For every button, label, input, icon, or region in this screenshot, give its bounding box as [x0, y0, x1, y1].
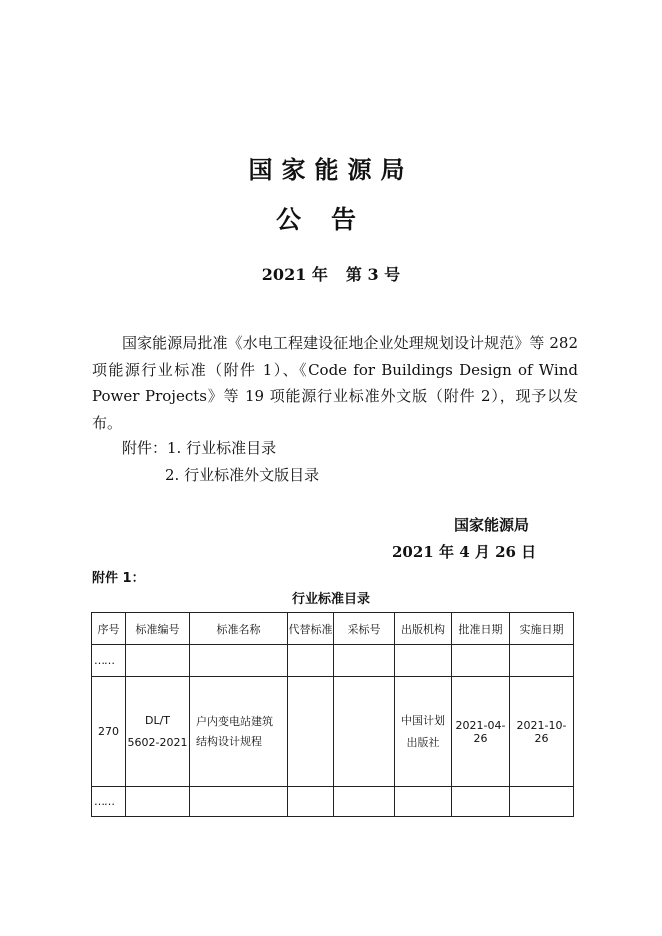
standards-table	[91, 612, 574, 817]
document-year: 2021 年	[261, 265, 328, 284]
cell-seq: 270	[92, 677, 126, 787]
cell-adopted	[334, 677, 395, 787]
document-serial: 第 3 号	[345, 265, 401, 284]
signature-date: 2021 年 4 月 26 日	[392, 543, 537, 561]
column-header-publisher: 出版机构	[395, 613, 452, 645]
attachments-list-item-1: 附件：1. 行业标准目录	[122, 439, 277, 457]
column-header-effective: 实施日期	[510, 613, 574, 645]
document-type-title: 公告	[275, 205, 386, 234]
table-row-ellipsis-top	[92, 645, 574, 677]
cell-replaces	[288, 677, 334, 787]
column-header-replaces: 代替标准	[288, 613, 334, 645]
cell-code-line2: 5602-2021	[127, 735, 188, 749]
ellipsis-mark: ……	[94, 654, 114, 667]
column-header-approved: 批准日期	[452, 613, 510, 645]
column-header-seq: 序号	[92, 613, 126, 645]
cell-publisher-line2: 出版社	[406, 735, 440, 749]
cell-code	[126, 677, 190, 787]
attachments-list-item-2: 2. 行业标准外文版目录	[165, 466, 320, 484]
ellipsis-cell	[92, 787, 126, 817]
column-header-name: 标准名称	[190, 613, 288, 645]
table-row	[92, 677, 574, 787]
table-title: 行业标准目录	[291, 592, 370, 607]
ellipsis-mark: ……	[94, 795, 114, 808]
column-header-code: 标准编号	[126, 613, 190, 645]
issuer-title: 国家能源局	[248, 156, 414, 184]
cell-publisher	[395, 677, 452, 787]
column-header-adopted: 采标号	[334, 613, 395, 645]
cell-code-line1: DL/T	[144, 713, 171, 727]
announcement-paragraph: 国家能源局批准《水电工程建设征地企业处理规划设计规范》等 282 项能源行业标准（附件 1）、《Code for Buildings Design of Wind Power Projects》等 19 项能源行业标准外文版（附件 2），现予以发布。	[92, 334, 578, 432]
cell-publisher-line1: 中国计划	[401, 713, 445, 727]
cell-name: 户内变电站建筑结构设计规程	[190, 677, 288, 787]
ellipsis-cell	[92, 645, 126, 677]
table-row-ellipsis-bottom	[92, 787, 574, 817]
attachment-label: 附件 1：	[92, 571, 145, 586]
cell-approved: 2021-04-26	[452, 677, 510, 787]
signature-organization: 国家能源局	[454, 516, 530, 534]
cell-effective: 2021-10-26	[510, 677, 574, 787]
table-header-row	[92, 613, 574, 645]
document-number	[0, 262, 662, 285]
